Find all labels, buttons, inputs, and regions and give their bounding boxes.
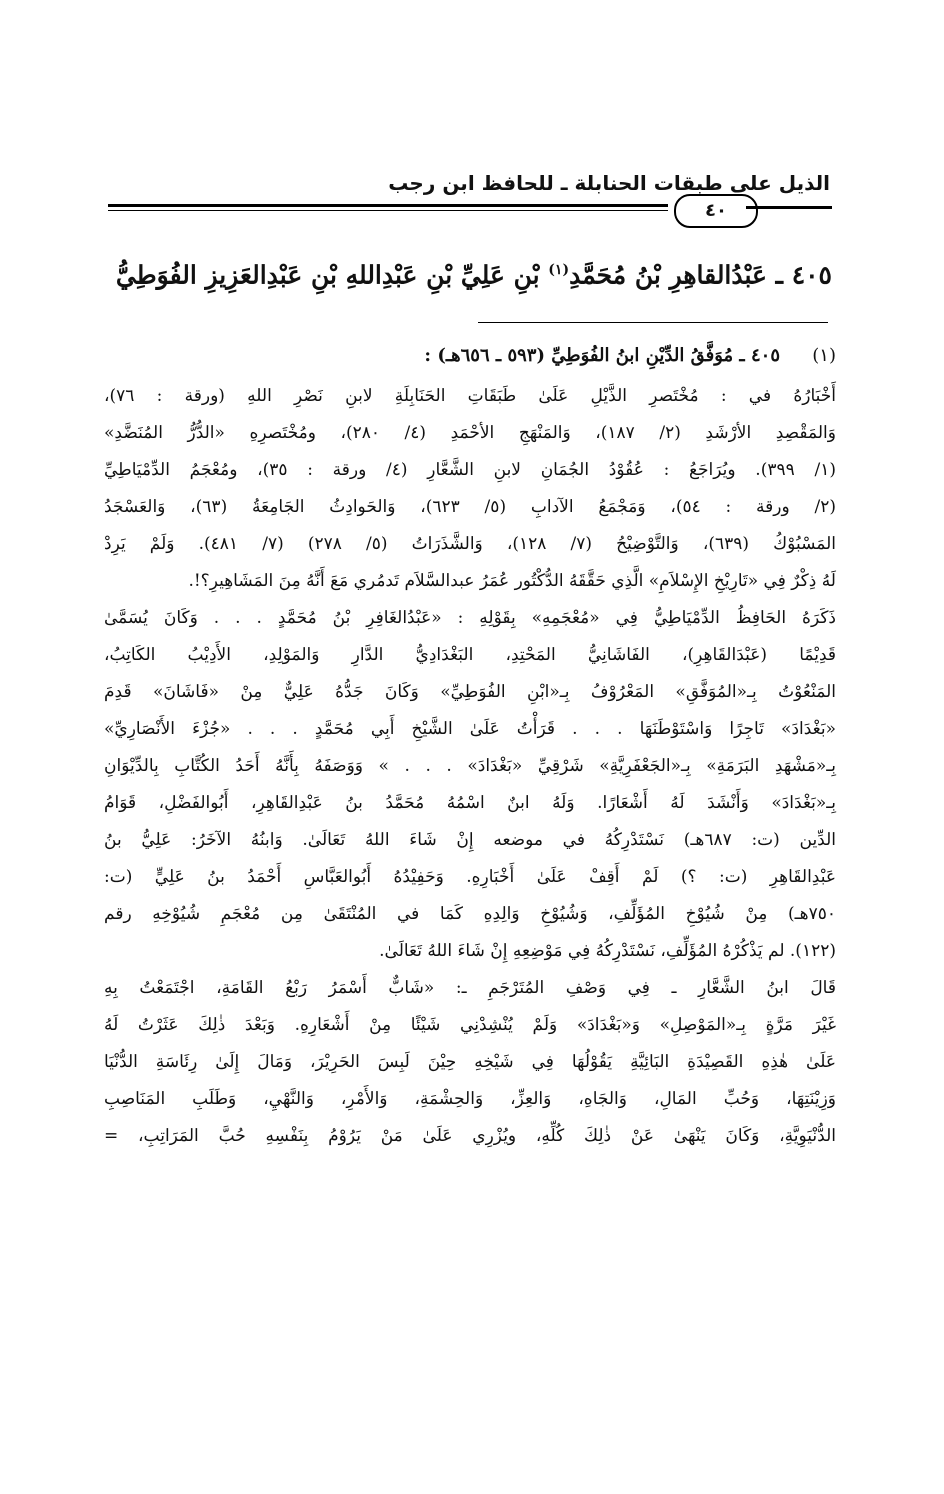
footnote-line: قَالَ ابنُ الشَّعَّارِ ـ فِي وَصْفِ المُتَرْجَمِ ـ: «شَابٌّ أَسْمَرُ رَبْعُ القَامَةِ، اجْتَمَعْتُ بِهِ: [104, 978, 836, 998]
footnote-line: عَبْدِالقَاهِرِ (ت: ؟) لَمْ أَقِفْ عَلَىٰ أَخْبَارِهِ. وَحَفِيْدُهُ أَبُوالعَبَّاسِ أَحْمَدُ بنُ عَلِيٍّ (ت:: [104, 867, 836, 887]
page-number: ٤٠: [674, 194, 758, 228]
footnote-heading-row: [100, 338, 836, 374]
footnote-line: وَزِيْنَتِهَا، وَحُبِّ المَالِ، وَالجَاهِ، وَالعِزِّ، وَالحِشْمَةِ، وَالأَمْرِ، وَالنَّهْيِ، وَطَلَبِ المَنَاصِبِ: [104, 1089, 836, 1109]
header-rule: [108, 198, 832, 228]
footnote-line: عَلَىٰ هٰذِهِ القَصِيْدَةِ البَائِيَّةِ يَقُوْلُهَا فِي شَيْخِهِ حِيْنَ لَبِسَ الحَرِيْرَ، وَمَالَ إِلَىٰ رِئَاسَةِ الدُّنْيَا: [104, 1052, 836, 1072]
entry-title-rest: بْنِ عَلِيِّ بْنِ عَبْدِاللهِ بْنِ عَبْدِالعَزِيزِ الفُوَطِيُّ: [115, 260, 549, 290]
footnote-line: ٧٥٠هـ) مِنْ شُيُوْخِ المُؤَلِّفِ، وَشُيُوْخِ وَالِدِهِ كَمَا في المُنْتَقَىٰ مِن مُعْجَمِ شُيُوْخِهِ رقم: [104, 904, 836, 924]
footnote-separator: [478, 322, 828, 323]
footnote-reference: (١): [548, 262, 570, 278]
header-rule-thick: [108, 204, 668, 207]
footnote-line: «بَغْدَادَ» تَاجِرًا وَاسْتَوْطَنَهَا . . . قَرَأْتُ عَلَىٰ الشَّيْخِ أَبِي مُحَمَّدٍ . . . «جُزْءَ الأَنْصَارِيِّ»: [104, 719, 836, 739]
footnote-marker: (١): [812, 345, 836, 366]
footnote-line: أَخْبَارُهُ في : مُخْتَصرِ الذَّيْلِ عَلَىٰ طَبَقَاتِ الحَنَابِلَةِ لابنِ نَصْرِ اللهِ (ورقة : ٧٦)،: [104, 386, 836, 406]
footnote-line: الدُّنْيَوِيَّةِ، وَكَانَ يَنْهَىٰ عَنْ ذٰلِكَ كُلِّهِ، ويُزْرِي عَلَىٰ مَنْ يَرُوْمُ بِنَفْسِهِ حُبَّ المَرَاتِبِ، =: [104, 1126, 836, 1146]
running-header: الذيل على طبقات الحنابلة ـ للحافظ ابن رجب: [388, 171, 830, 195]
footnote-line: لَهُ ذِكْرٌ فِي «تَارِيْخِ الإِسْلاَمِ» الَّذِي حَقَّقَهُ الدُّكْتُور عُمَرُ عبدالسَّلاَم تَدمُري مَعَ أَنَّهُ مِنَ المَشَاهِيرِ؟!.: [188, 571, 836, 591]
footnote-line: بِـ«بَغْدَادَ» وَأَنْشَدَ لَهُ أَشْعَارًا. وَلَهُ ابنٌ اسْمُهُ مُحَمَّدُ بنُ عَبْدِالقَاهِرِ، أَبُوالفَضْلِ، قَوَامُ: [104, 793, 836, 813]
footnote-line: (٢/ ورقة : ٥٤)، وَمَجْمَعُ الآدابِ (٥/ ٦٢٣)، وَالحَوادِثُ الجَامِعَةُ (٦٣)، وَالعَسْجَدُ: [104, 497, 837, 517]
footnote-line: المَنْعُوْتُ بِـ«المُوَفَّقِ» المَعْرُوْفُ بِـ«ابْنِ الفُوَطِيِّ» وَكَانَ جَدُّهُ عَلِيٌّ مِنْ «فَاشَانَ» قَدِمَ: [104, 682, 836, 702]
footnote-line: (١/ ٣٩٩). ويُرَاجَعُ : عُقُوْدُ الجُمَانِ لابنِ الشَّعَّارِ (٤/ ورقة : ٣٥)، ومُعْجَمُ الدِّمْيَاطِيِّ: [104, 460, 836, 480]
entry-title-main: ٤٠٥ ـ عَبْدُالقاهِرِ بْنُ مُحَمَّدِ: [569, 260, 832, 290]
footnote-line: ذَكَرَهُ الحَافِظُ الدِّمْيَاطِيُّ فِي «مُعْجَمِهِ» بِقَوْلِهِ : «عَبْدُالغَافِرِ بْنُ مُحَمَّدٍ . . . وَكَانَ يُسَمَّىٰ: [104, 608, 836, 628]
footnote-line: بِـ«مَشْهَدِ البَرَمَةِ» بِـ«الجَعْفَرِيَّةِ» شَرْقِيِّ «بَغْدَادَ» . . . » وَوَصَفَهُ بِأَنَّهُ أَحَدُ الكُتَّابِ بِالدِّيْوَانِ: [104, 756, 836, 776]
header-rule-thin: [108, 210, 668, 211]
footnote-line: وَالمَقْصِدِ الأرْشَدِ (٢/ ١٨٧)، وَالمَنْهَجِ الأحْمَدِ (٤/ ٢٨٠)، ومُخْتَصرِهِ «الدُّرُّ المُنَضَّدِ»: [104, 423, 836, 443]
footnote-line: غَيْرَ مَرَّةٍ بِـ«المَوْصِلِ» وَ«بَغْدَادَ» وَلَمْ يُنْشِدْنِي شَيْئًا مِنْ أَشْعَارِهِ. وَبَعْدَ ذٰلِكَ عَثَرْتُ لَهُ: [104, 1015, 836, 1035]
footnote-line: (١٢٢). لم يَذْكُرْهُ المُؤَلِّفِ، نَسْتَدْرِكُهُ فِي مَوْضِعِهِ إِنْ شَاءَ اللهُ تَعَالَىٰ.: [379, 941, 836, 961]
footnote-line: قَدِيْمًا (عَبْدَالقَاهِرِ)، الفَاشَانِيُّ المَحْتِدِ، البَغْدَادِيُّ الدَّارِ وَالمَوْلِدِ، الأَدِيْبُ الكَاتِبُ،: [104, 645, 836, 665]
header-rule-right: [746, 206, 832, 209]
entry-title: [100, 248, 832, 292]
footnote-line: المَسْبُوْكُ (٦٣٩)، وَالتَّوْضِيْحُ (٧/ ١٢٨)، وَالشَّذَرَاتُ (٥/ ٢٧٨) (٧/ ٤٨١). وَلَمْ يَرِدْ: [104, 534, 836, 554]
footnote-heading: ٤٠٥ ـ مُوَفَّقُ الدِّيْنِ ابنُ الفُوَطِيِّ (٥٩٣ ـ ٦٥٦هـ) :: [424, 345, 780, 366]
footnote-line: الدِّين (ت: ٦٨٧هـ) نَسْتَدْرِكُهُ في موضعه إِنْ شَاءَ اللهُ تَعَالَىٰ. وَابنُهُ الآخَرُ: عَلِيُّ بنُ: [104, 830, 837, 850]
